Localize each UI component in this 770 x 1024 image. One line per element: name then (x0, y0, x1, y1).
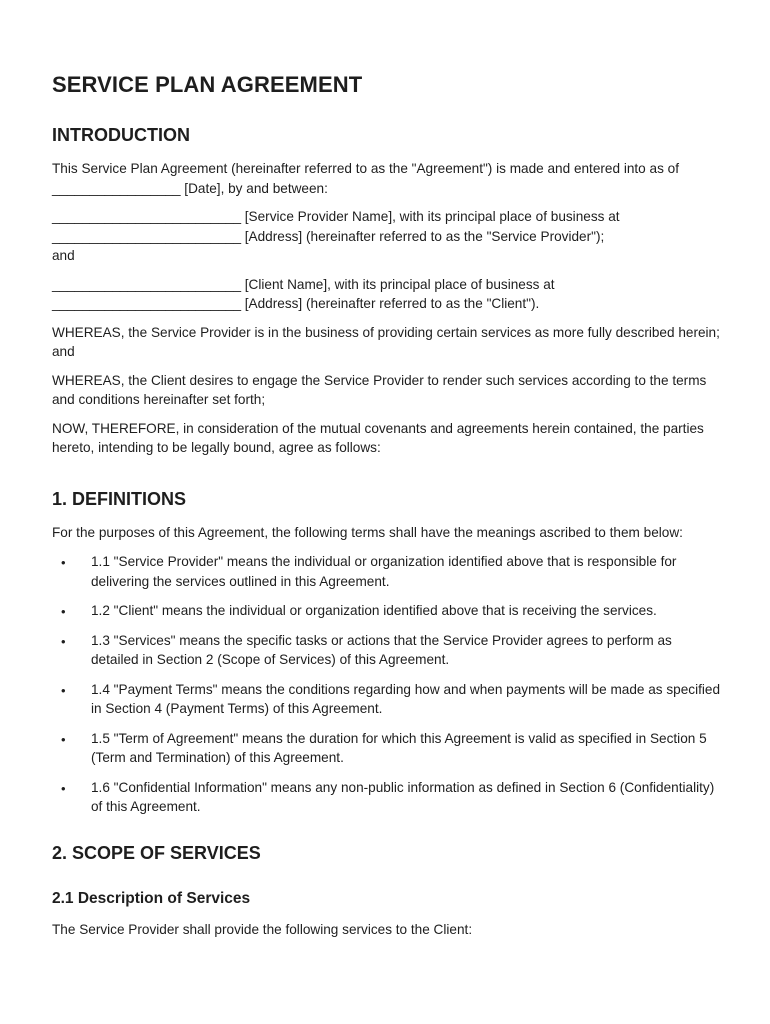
whereas-paragraph-1: WHEREAS, the Service Provider is in the business of providing certain services as more fully described herein; and (52, 324, 720, 359)
document-body (52, 70, 722, 939)
now-therefore-paragraph: NOW, THEREFORE, in consideration of the mutual covenants and agreements herein contained, the parties hereto, intending to be legally bound, agree as follows: (52, 420, 704, 455)
document-title: SERVICE PLAN AGREEMENT (52, 72, 363, 97)
list-item-text: 1.6 "Confidential Information" means any non-public information as defined in Section 6 (Confidentiality) of this Agreement. (91, 779, 715, 814)
provider-line-2: _________________________ [Address] (hereinafter referred to as the "Service Provider"); (52, 228, 605, 244)
bullet-icon: • (61, 780, 66, 796)
scope-lead: The Service Provider shall provide the following services to the Client: (52, 921, 473, 937)
list-item-text: 1.1 "Service Provider" means the individual or organization identified above that is responsible for delivering the services outlined in this Agreement. (91, 554, 677, 589)
introduction-heading: INTRODUCTION (52, 125, 190, 145)
whereas-paragraph-2: WHEREAS, the Client desires to engage the Service Provider to render such services according to the terms and conditions hereinafter set forth; (52, 372, 707, 407)
list-item (52, 729, 722, 768)
bullet-icon: • (61, 731, 66, 747)
service-provider-paragraph (52, 207, 722, 266)
definitions-heading: 1. DEFINITIONS (52, 488, 187, 509)
and-text: and (52, 248, 75, 263)
list-item (52, 680, 722, 719)
list-item-text: 1.4 "Payment Terms" means the conditions regarding how and when payments will be made as specified in Section 4 (Payment Terms) of this Agreement. (91, 681, 721, 716)
bullet-icon: • (61, 633, 66, 649)
intro-paragraph: This Service Plan Agreement (hereinafter referred to as the "Agreement") is made and entered into as of _________________ [Date], by and between: (52, 161, 679, 196)
list-item-text: 1.5 "Term of Agreement" means the duration for which this Agreement is valid as specified in Section 5 (Term and Termination) of this Agreement. (91, 730, 707, 765)
list-item (52, 778, 722, 817)
list-item (52, 601, 722, 621)
client-paragraph (52, 275, 722, 314)
bullet-icon: • (61, 555, 66, 570)
scope-heading: 2. SCOPE OF SERVICES (52, 842, 261, 863)
list-item (52, 631, 722, 670)
list-item (52, 552, 722, 591)
client-line-2: _________________________ [Address] (hereinafter referred to as the "Client"). (52, 296, 540, 311)
list-item-text: 1.3 "Services" means the specific tasks or actions that the Service Provider agrees to perform as detailed in Section 2 (Scope of Services) of this Agreement. (91, 632, 672, 667)
definitions-lead: For the purposes of this Agreement, the following terms shall have the meanings ascribed to them below: (52, 524, 683, 540)
definitions-list (52, 552, 722, 817)
bullet-icon: • (61, 604, 66, 619)
client-line-1: _________________________ [Client Name], with its principal place of business at (52, 276, 555, 292)
scope-subheading: 2.1 Description of Services (52, 889, 251, 907)
provider-line-1: _________________________ [Service Provider Name], with its principal place of business at (52, 209, 620, 224)
bullet-icon: • (61, 682, 66, 698)
list-item-text: 1.2 "Client" means the individual or organization identified above that is receiving the services. (91, 603, 657, 618)
